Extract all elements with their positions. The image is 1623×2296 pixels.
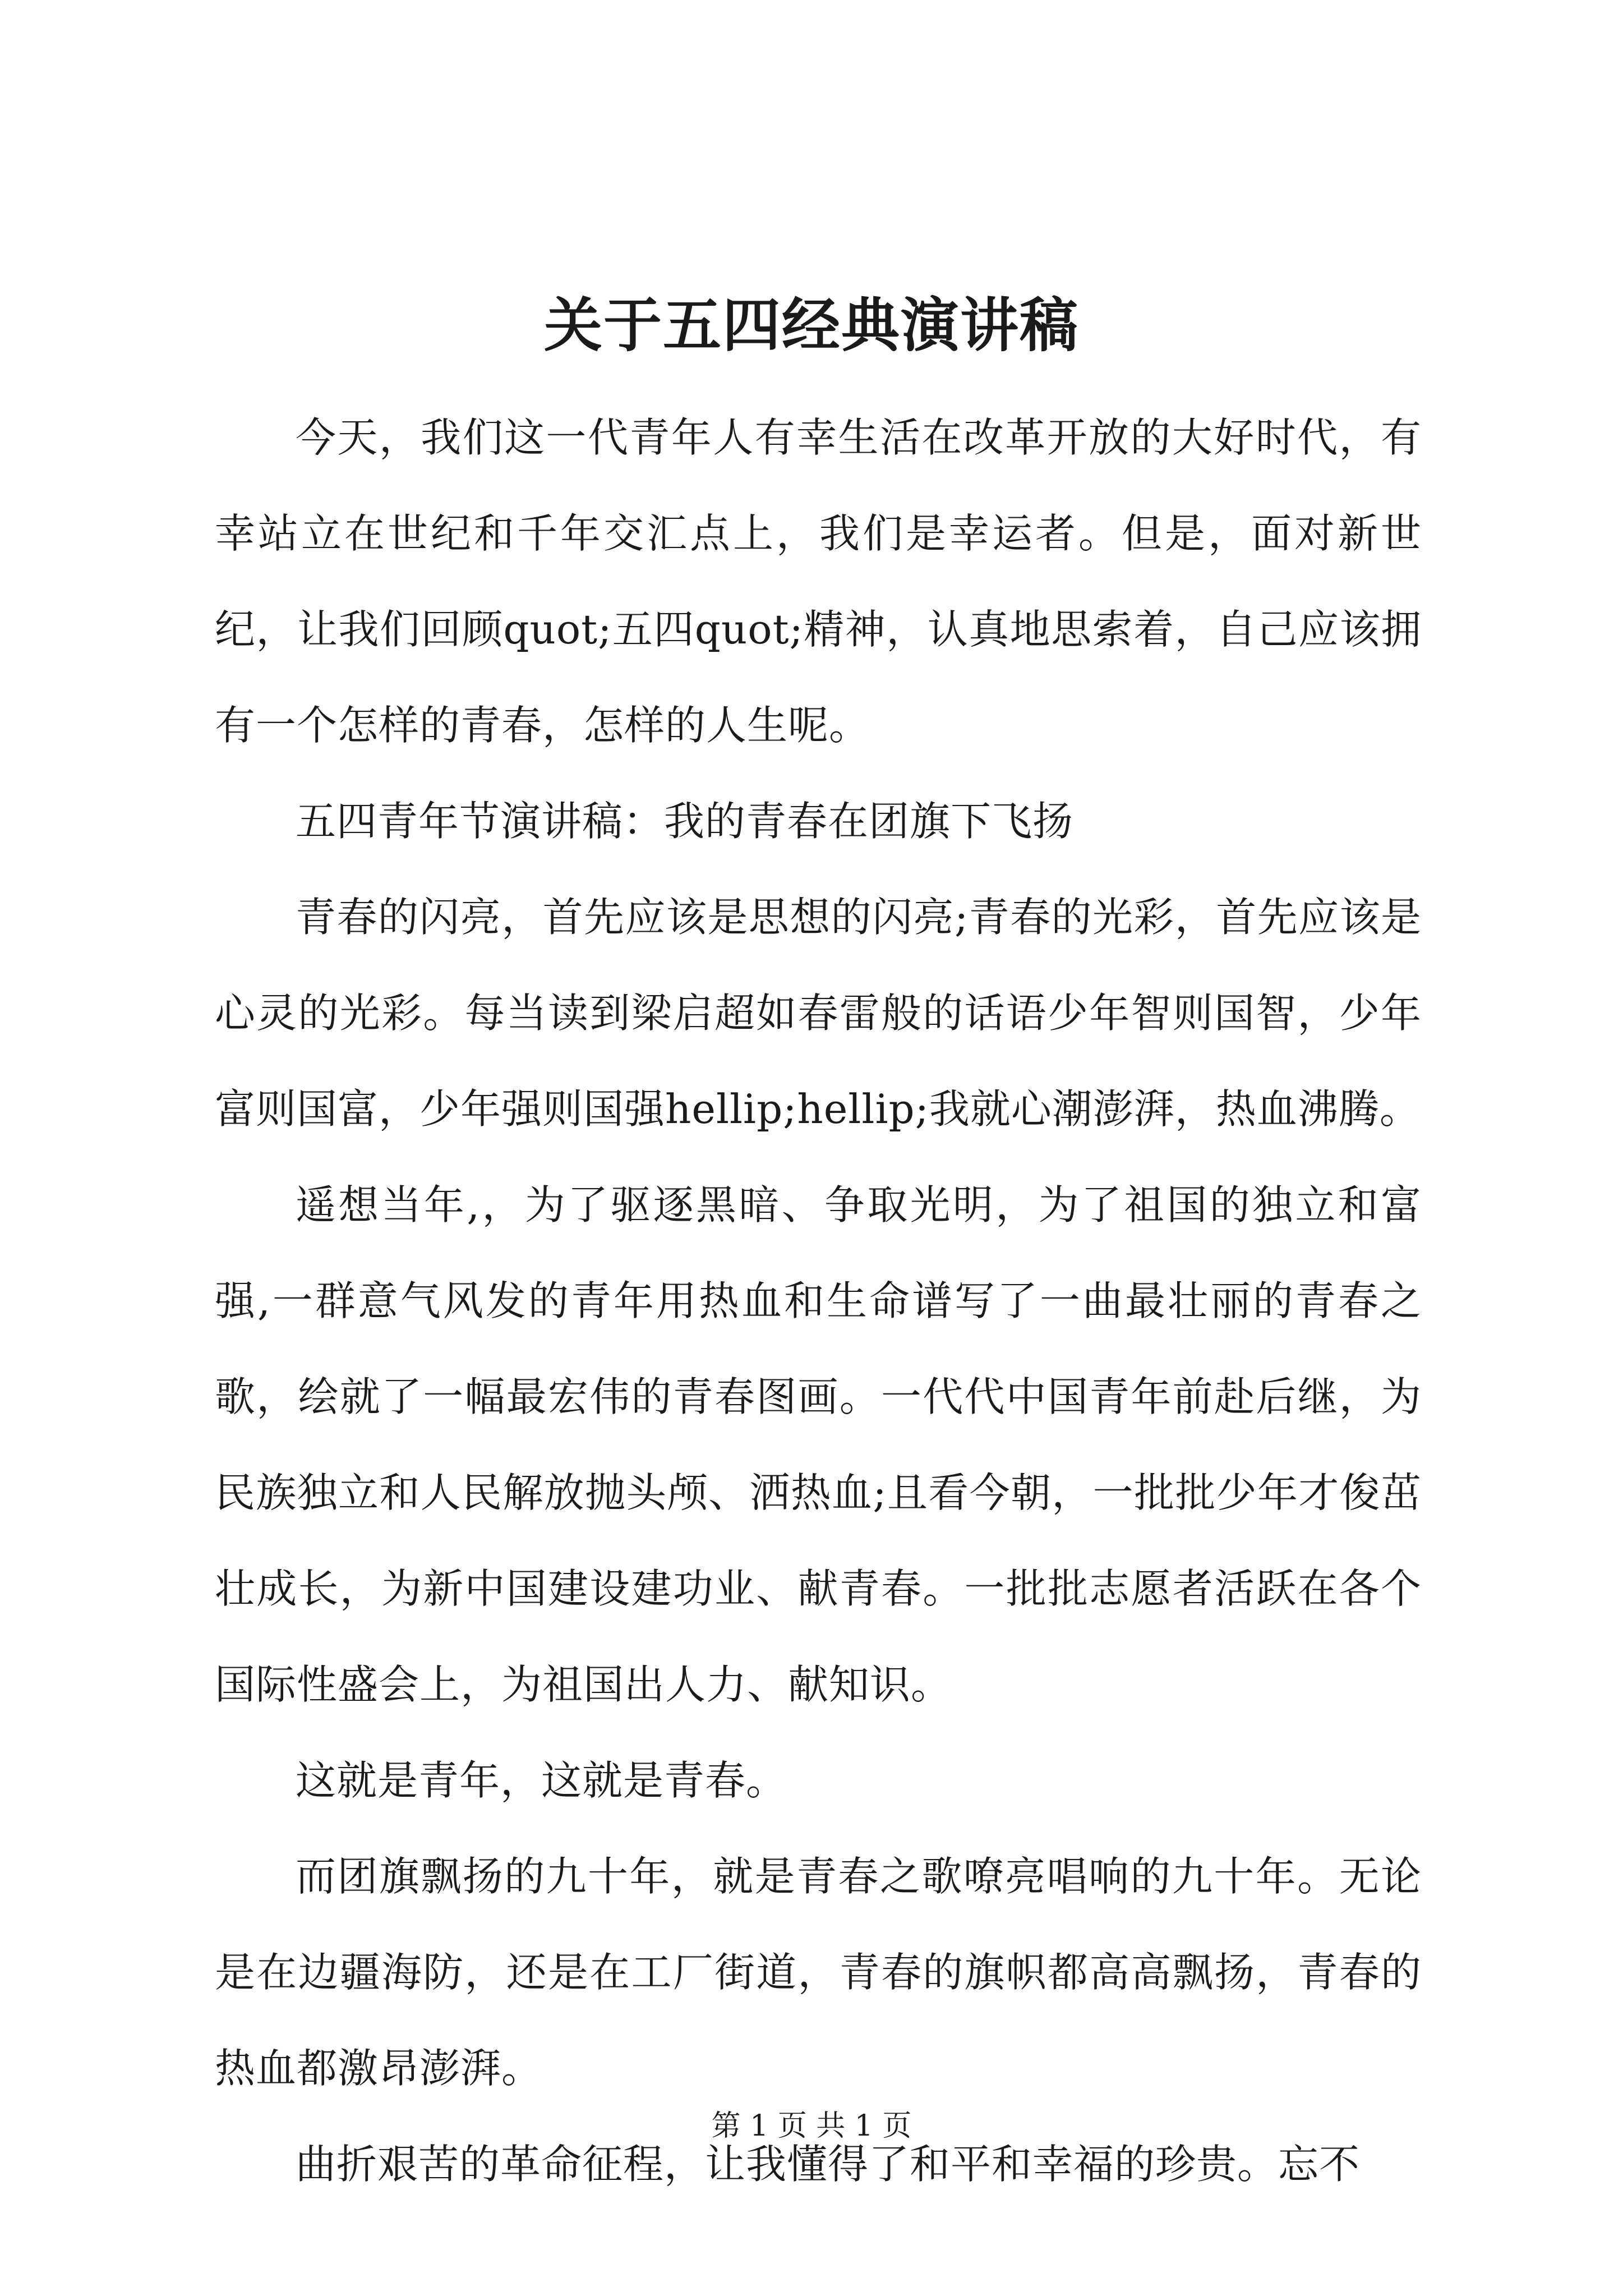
paragraph-5: 这就是青年，这就是青春。	[296, 1757, 787, 1804]
paragraph-1: 今天，我们这一代青年人有幸生活在改革开放的大好时代，有幸站立在世纪和千年交汇点上，我们是幸运者。但是，面对新世纪，让我们回顾quot;五四quot;精神，认真地思索着，自己应该拥有一个怎样的青春，怎样的人生呢。	[215, 414, 1422, 749]
page-footer: 第 1 页 共 1 页	[711, 2109, 912, 2143]
document-body	[215, 390, 1422, 2212]
paragraph-7: 曲折艰苦的革命征程，让我懂得了和平和幸福的珍贵。忘不	[296, 2141, 1361, 2188]
paragraph-2: 五四青年节演讲稿：我的青春在团旗下飞扬	[296, 798, 1074, 845]
document-title: 关于五四经典演讲稿	[543, 291, 1079, 360]
paragraph-6: 而团旗飘扬的九十年，就是青春之歌嘹亮唱响的九十年。无论是在边疆海防，还是在工厂街道，青春的旗帜都高高飘扬，青春的热血都激昂澎湃。	[215, 1853, 1422, 2092]
paragraph-3: 青春的闪亮，首先应该是思想的闪亮;青春的光彩，首先应该是心灵的光彩。每当读到梁启超如春雷般的话语少年智则国智，少年富则国富，少年强则国强hellip;hellip;我就心潮澎湃，热血沸腾。	[215, 894, 1422, 1133]
paragraph-4: 遥想当年,，为了驱逐黑暗、争取光明，为了祖国的独立和富强,一群意气风发的青年用热血和生命谱写了一曲最壮丽的青春之歌，绘就了一幅最宏伟的青春图画。一代代中国青年前赴后继，为民族独立和人民解放抛头颅、洒热血;且看今朝，一批批少年才俊茁壮成长，为新中国建设建功业、献青春。一批批志愿者活跃在各个国际性盛会上，为祖国出人力、献知识。	[215, 1181, 1422, 1708]
